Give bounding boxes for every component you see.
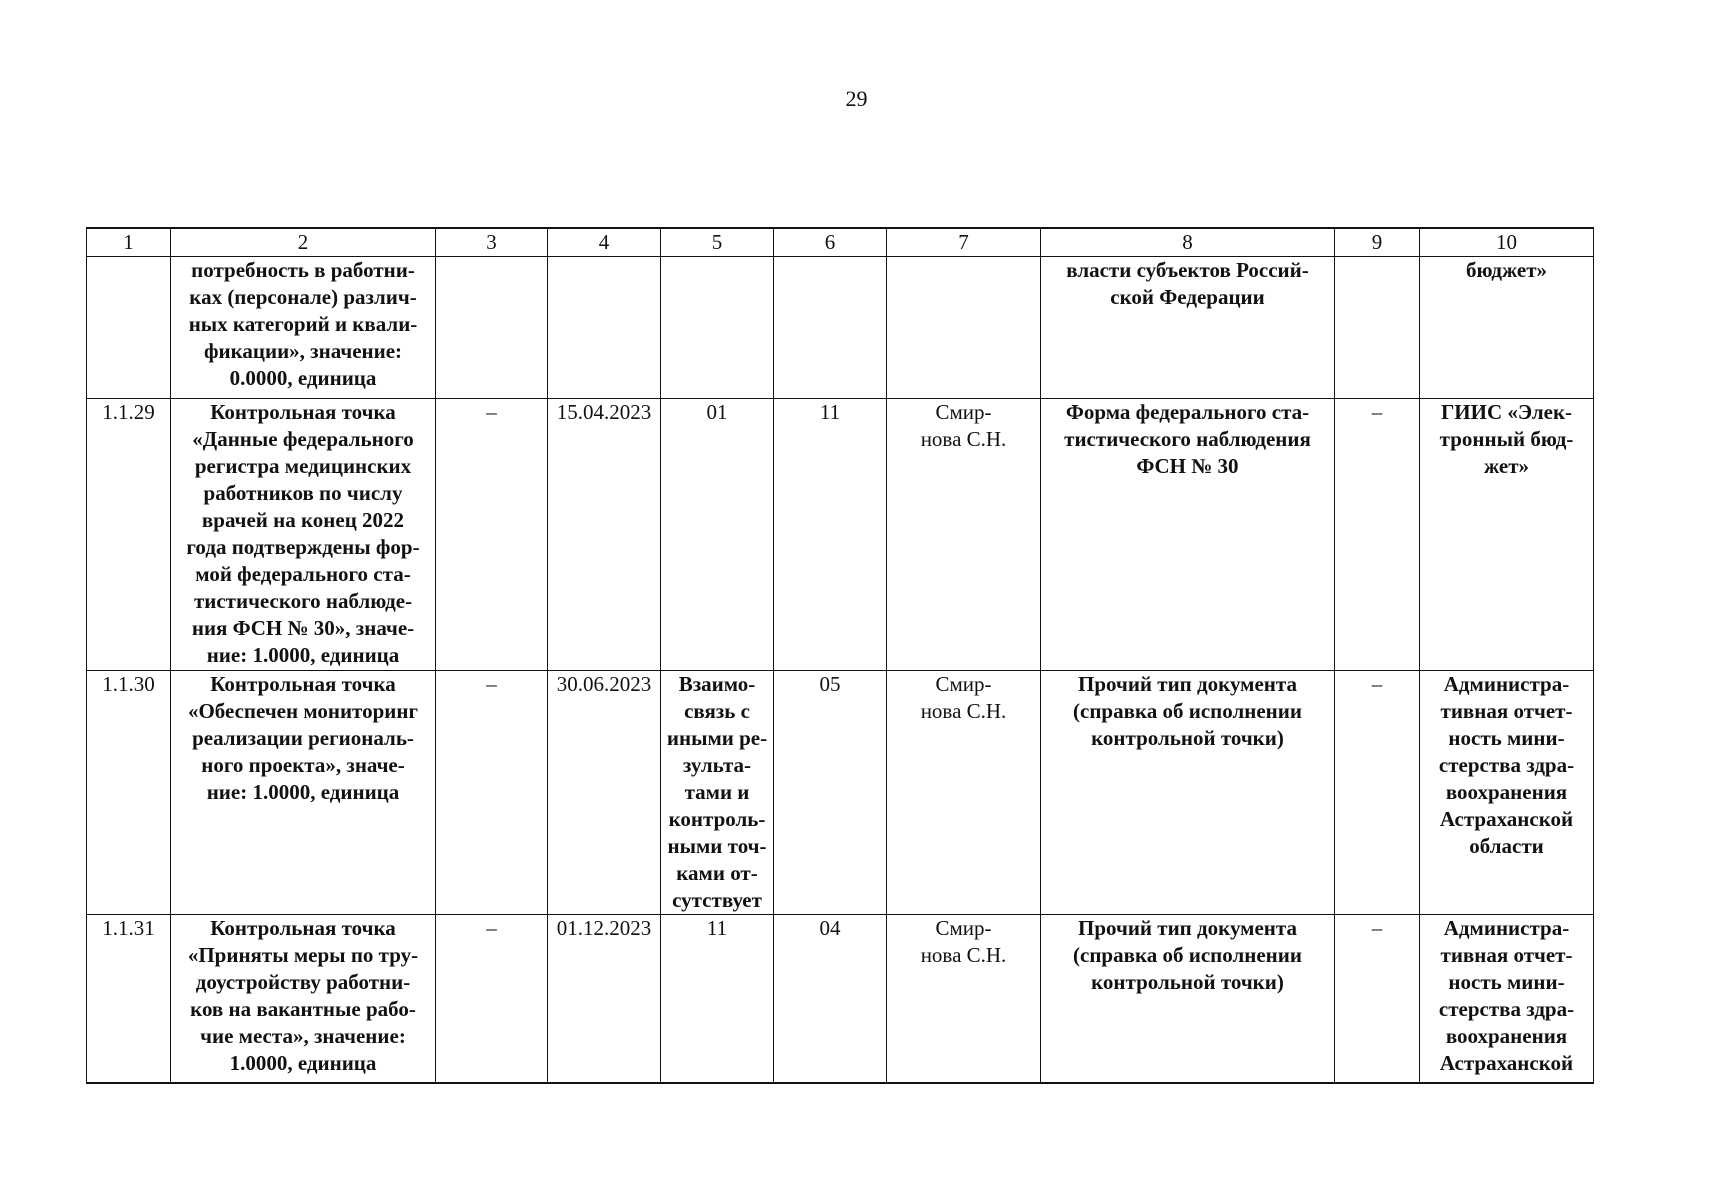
table-row xyxy=(87,915,1594,1084)
cell-col-9: – xyxy=(1335,671,1420,915)
column-header-9: 9 xyxy=(1335,228,1420,257)
responsible-cell: Смир- нова С.Н. xyxy=(887,915,1041,1084)
info-source-cell: ГИИС «Элек- тронный бюд- жет» xyxy=(1420,399,1594,671)
responsible-cell: Смир- нова С.Н. xyxy=(887,671,1041,915)
cell-col-5: 01 xyxy=(661,399,774,671)
date-cell: 01.12.2023 xyxy=(548,915,661,1084)
column-header-7: 7 xyxy=(887,228,1041,257)
control-points-table xyxy=(86,227,1594,1084)
cell-col-3 xyxy=(436,257,548,399)
cell-col-6: 04 xyxy=(774,915,887,1084)
cell-col-3: – xyxy=(436,915,548,1084)
responsible-cell xyxy=(887,257,1041,399)
column-header-10: 10 xyxy=(1420,228,1594,257)
cell-col-9 xyxy=(1335,257,1420,399)
cell-col-9: – xyxy=(1335,399,1420,671)
date-cell: 15.04.2023 xyxy=(548,399,661,671)
table-row xyxy=(87,399,1594,671)
column-header-3: 3 xyxy=(436,228,548,257)
cell-col-5: 11 xyxy=(661,915,774,1084)
row-id: 1.1.31 xyxy=(87,915,171,1084)
table-header-row xyxy=(87,228,1594,257)
column-header-8: 8 xyxy=(1041,228,1335,257)
cell-col-3: – xyxy=(436,671,548,915)
column-header-6: 6 xyxy=(774,228,887,257)
control-point-name: Контрольная точка «Приняты меры по тру- доустройству работни- ков на вакантные рабо- чие места», значение: 1.0000, единица xyxy=(171,915,436,1084)
page-number: 29 xyxy=(845,86,868,111)
row-id xyxy=(87,257,171,399)
column-header-5: 5 xyxy=(661,228,774,257)
date-cell: 30.06.2023 xyxy=(548,671,661,915)
column-header-2: 2 xyxy=(171,228,436,257)
control-point-name: потребность в работни- ках (персонале) различ- ных категорий и квали- фикации», значение: 0.0000, единица xyxy=(171,257,436,399)
cell-col-6: 11 xyxy=(774,399,887,671)
control-point-name: Контрольная точка «Обеспечен мониторинг реализации региональ- ного проекта», значе- ние: 1.0000, единица xyxy=(171,671,436,915)
info-source-cell: бюджет» xyxy=(1420,257,1594,399)
document-type-cell: власти субъектов Россий- ской Федерации xyxy=(1041,257,1335,399)
cell-col-6 xyxy=(774,257,887,399)
table-row xyxy=(87,257,1594,399)
table-row xyxy=(87,671,1594,915)
cell-col-5: Взаимо- связь с иными ре- зульта- тами и контроль- ными точ- ками от- сутствует xyxy=(661,671,774,915)
cell-col-6: 05 xyxy=(774,671,887,915)
row-id: 1.1.30 xyxy=(87,671,171,915)
document-type-cell: Форма федерального ста- тистического наблюдения ФСН № 30 xyxy=(1041,399,1335,671)
document-type-cell: Прочий тип документа (справка об исполнении контрольной точки) xyxy=(1041,671,1335,915)
control-point-name: Контрольная точка «Данные федерального регистра медицинских работников по числу врачей на конец 2022 года подтверждены фор- мой федерального ста- тистического наблюде- ния ФСН № 30», значе- ние: 1.0000, единица xyxy=(171,399,436,671)
document-type-cell: Прочий тип документа (справка об исполнении контрольной точки) xyxy=(1041,915,1335,1084)
column-header-1: 1 xyxy=(87,228,171,257)
info-source-cell: Администра- тивная отчет- ность мини- стерства здра- воохранения Астраханской xyxy=(1420,915,1594,1084)
cell-col-9: – xyxy=(1335,915,1420,1084)
cell-col-3: – xyxy=(436,399,548,671)
cell-col-5 xyxy=(661,257,774,399)
info-source-cell: Администра- тивная отчет- ность мини- стерства здра- воохранения Астраханской области xyxy=(1420,671,1594,915)
row-id: 1.1.29 xyxy=(87,399,171,671)
date-cell xyxy=(548,257,661,399)
column-header-4: 4 xyxy=(548,228,661,257)
responsible-cell: Смир- нова С.Н. xyxy=(887,399,1041,671)
